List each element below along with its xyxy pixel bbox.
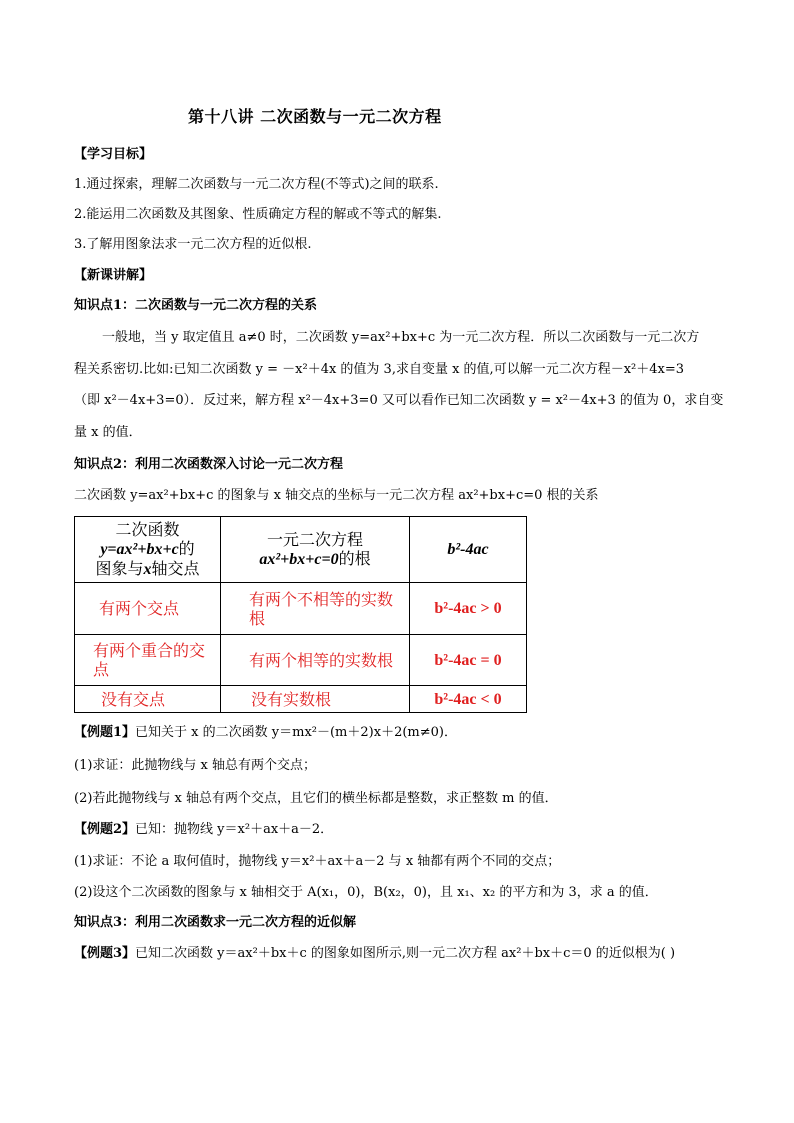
kp2-intro: 二次函数 y=ax²+bx+c 的图象与 x 轴交点的坐标与一元二次方程 ax²+bx+c=0 根的关系	[74, 488, 599, 503]
learning-goals-heading: 【学习目标】	[74, 147, 153, 162]
table-cell: 有两个重合的交点	[75, 635, 221, 686]
header-text: 轴交点	[151, 559, 200, 578]
table-row	[75, 635, 527, 686]
table-cell: 没有实数根	[221, 686, 410, 713]
table-cell: b²-4ac < 0	[410, 686, 527, 713]
example-1-label: 【例题1】	[74, 725, 136, 740]
new-lesson-heading: 【新课讲解】	[74, 268, 153, 283]
example-3-text: 已知二次函数 y＝ax²＋bx＋c 的图象如图所示,则一元二次方程 ax²＋bx＋c＝0 的近似根为( )	[135, 946, 676, 961]
example-2-text: 已知：抛物线 y＝x²＋ax＋a－2．	[135, 822, 334, 837]
header-formula: y=ax²+bx+c	[100, 541, 179, 558]
goal-item: 2.能运用二次函数及其图象、性质确定方程的解或不等式的解集.	[74, 207, 442, 222]
header-cell-function	[75, 517, 221, 583]
goal-item: 3.了解用图象法求一元二次方程的近似根.	[74, 237, 312, 252]
relation-table	[74, 516, 527, 713]
kp1-paragraph-line: 一般地，当 y 取定值且 a≠0 时，二次函数 y=ax²+bx+c 为一元二次方程．所以二次函数与一元二次方	[102, 330, 700, 345]
table-header-row	[75, 517, 527, 583]
table-cell: 有两个相等的实数根	[221, 635, 410, 686]
header-text: 的	[178, 539, 195, 558]
example-2-label: 【例题2】	[74, 822, 136, 837]
header-text: 的根	[338, 549, 371, 568]
kp1-paragraph-line: 程关系密切.比如:已知二次函数 y = －x²＋4x 的值为 3,求自变量 x 的值,可以解一元二次方程－x²＋4x=3	[74, 362, 684, 377]
kp1-paragraph-line: 量 x 的值．	[74, 425, 142, 440]
example-1-question-1: (1)求证：此抛物线与 x 轴总有两个交点；	[74, 758, 317, 773]
page-title: 第十八讲 二次函数与一元二次方程	[188, 107, 442, 126]
example-2	[74, 820, 333, 840]
knowledge-point-2-heading: 知识点2：利用二次函数深入讨论一元二次方程	[74, 457, 344, 472]
header-text: 二次函数	[115, 520, 180, 539]
table-cell: 没有交点	[75, 686, 221, 713]
goal-item: 1.通过探索，理解二次函数与一元二次方程(不等式)之间的联系.	[74, 177, 439, 192]
table-cell: 有两个交点	[75, 583, 221, 635]
example-2-question-2: (2)设这个二次函数的图象与 x 轴相交于 A(x₁，0)，B(x₂，0)，且 x₁、x₂ 的平方和为 3，求 a 的值．	[74, 885, 658, 900]
knowledge-point-1-heading: 知识点1：二次函数与一元二次方程的关系	[74, 298, 318, 313]
header-text: 一元二次方程	[266, 530, 363, 549]
example-2-question-1: (1)求证：不论 a 取何值时，抛物线 y＝x²＋ax＋a－2 与 x 轴都有两个不同的交点；	[74, 854, 561, 869]
kp1-paragraph-line: （即 x²－4x+3=0）．反过来，解方程 x²－4x+3=0 又可以看作已知二次函数 y = x²－4x+3 的值为 0，求自变	[74, 393, 724, 408]
table-row	[75, 583, 527, 635]
example-1	[74, 723, 457, 743]
table-cell: b²-4ac = 0	[410, 635, 527, 686]
header-formula: ax²+bx+c=0	[259, 551, 339, 568]
knowledge-point-3-heading: 知识点3：利用二次函数求一元二次方程的近似解	[74, 915, 357, 930]
header-formula: x	[143, 561, 152, 578]
example-1-question-2: (2)若此抛物线与 x 轴总有两个交点，且它们的横坐标都是整数，求正整数 m 的值．	[74, 791, 558, 806]
header-cell-equation	[221, 517, 410, 583]
example-3-label: 【例题3】	[74, 946, 136, 961]
table-cell: b²-4ac > 0	[410, 583, 527, 635]
example-1-text: 已知关于 x 的二次函数 y＝mx²－(m＋2)x＋2(m≠0)．	[135, 725, 457, 740]
example-3	[74, 944, 675, 964]
table-cell: 有两个不相等的实数根	[221, 583, 410, 635]
header-cell-discriminant: b²-4ac	[410, 517, 527, 583]
header-text: 图象与	[95, 559, 144, 578]
table-row	[75, 686, 527, 713]
